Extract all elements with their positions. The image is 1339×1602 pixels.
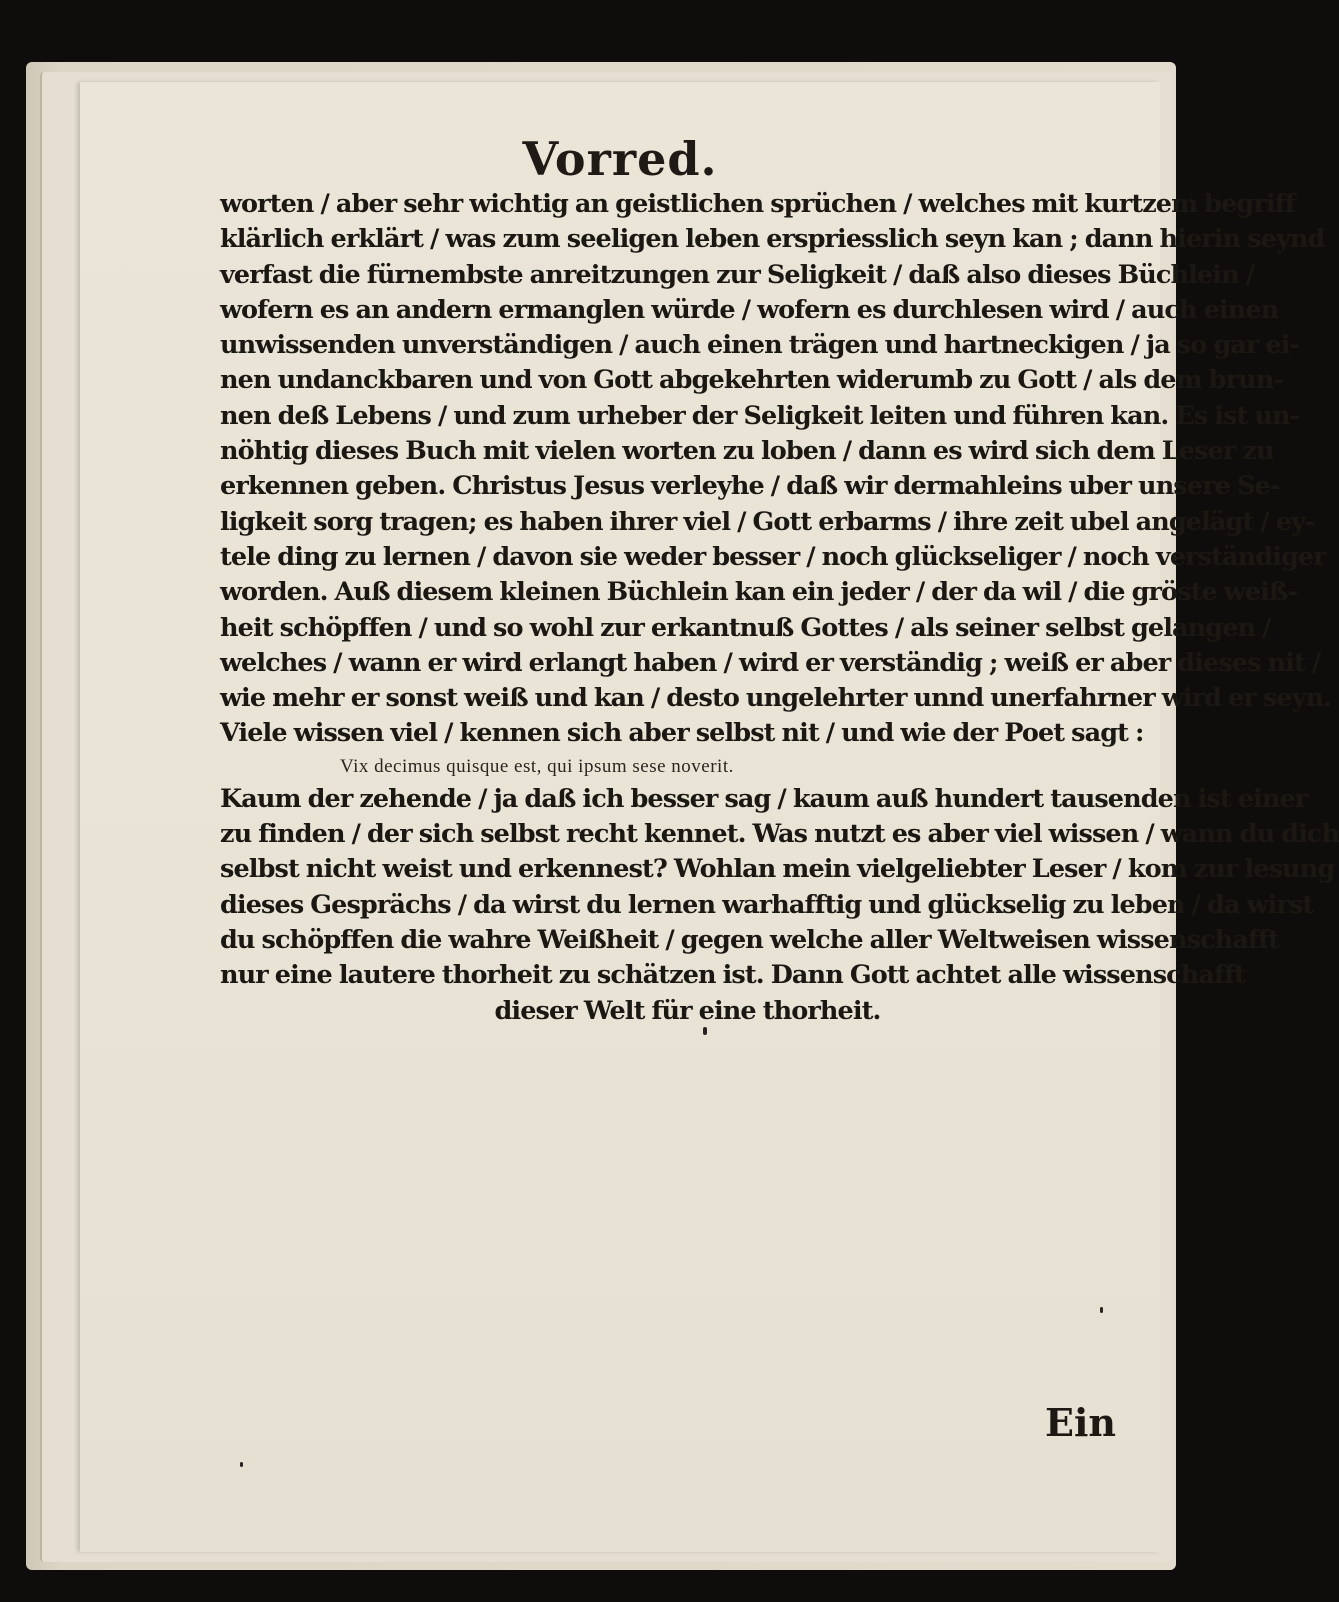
text-line: klärlich erklärt / was zum seeligen leben erspriesslich seyn kan ; dann hierin seynd [220, 224, 1325, 255]
text-line: wofern es an andern ermanglen würde / wofern es durchlesen wird / auch einen [220, 294, 1279, 325]
page-body [220, 187, 1339, 1029]
text-line: nur eine lautere thorheit zu schätzen ist. Dann Gott achtet alle wissenschafft [220, 960, 1246, 991]
text-line: heit schöpffen / und so wohl zur erkantnuß Gottes / als seiner selbst gelangen / [220, 612, 1271, 643]
text-line: Viele wissen viel / kennen sich aber selbst nit / und wie der Poet sagt : [220, 718, 1144, 749]
text-line: unwissenden unverständigen / auch einen trägen und hartneckigen / ja so gar ei- [220, 330, 1300, 361]
text-line: worten / aber sehr wichtig an geistlichen sprüchen / welches mit kurtzem begriff [220, 189, 1295, 219]
book-page [80, 82, 1339, 1552]
text-line: selbst nicht weist und erkennest? Wohlan mein vielgeliebter Leser / kom zur lesung [220, 854, 1335, 885]
show-through-texture [225, 987, 1125, 1021]
page-header: Vorred. [522, 132, 718, 186]
text-line: wie mehr er sonst weiß und kan / desto ungelehrter unnd unerfahrner wird er seyn. [220, 683, 1332, 714]
text-line: dieses Gesprächs / da wirst du lernen warhafftig und glückselig zu leben / da wirst [220, 889, 1314, 920]
text-line: nen deß Lebens / und zum urheber der Seligkeit leiten und führen kan. Es ist un- [220, 400, 1300, 431]
ink-speck [240, 1462, 243, 1467]
text-line: erkennen geben. Christus Jesus verleyhe / daß wir dermahleins uber unsere Se- [220, 471, 1280, 502]
text-line: nöhtig dieses Buch mit vielen worten zu loben / dann es wird sich dem Leser zu [220, 436, 1274, 467]
text-line: verfast die fürnembste anreitzungen zur Seligkeit / daß also dieses Büchlein / [220, 259, 1255, 290]
text-line: zu finden / der sich selbst recht kennet. Was nutzt es aber viel wissen / wann du dich [220, 819, 1339, 850]
text-line: Kaum der zehende / ja daß ich besser sag / kaum auß hundert tausenden ist einer [220, 783, 1308, 814]
latin-quote: Vix decimus quisque est, qui ipsum sese noverit. [340, 755, 734, 777]
catchword: Ein [1045, 1400, 1117, 1445]
text-line: welches / wann er wird erlangt haben / wird er verständig ; weiß er aber dieses nit / [220, 647, 1321, 678]
text-line: nen undanckbaren und von Gott abgekehrten widerumb zu Gott / als dem brun- [220, 365, 1284, 396]
text-line-final: dieser Welt für eine thorheit. [494, 995, 881, 1026]
ink-speck [1100, 1307, 1103, 1313]
ink-speck [703, 1027, 707, 1035]
text-line: worden. Auß diesem kleinen Büchlein kan ein jeder / der da wil / die gröste weiß- [220, 577, 1298, 608]
text-line: ligkeit sorg tragen; es haben ihrer viel / Gott erbarms / ihre zeit ubel angelägt / ey- [220, 506, 1315, 537]
text-line: du schöpffen die wahre Weißheit / gegen welche aller Weltweisen wissenschafft [220, 924, 1279, 955]
text-line: tele ding zu lernen / davon sie weder besser / noch glückseliger / noch verständiger [220, 541, 1326, 572]
